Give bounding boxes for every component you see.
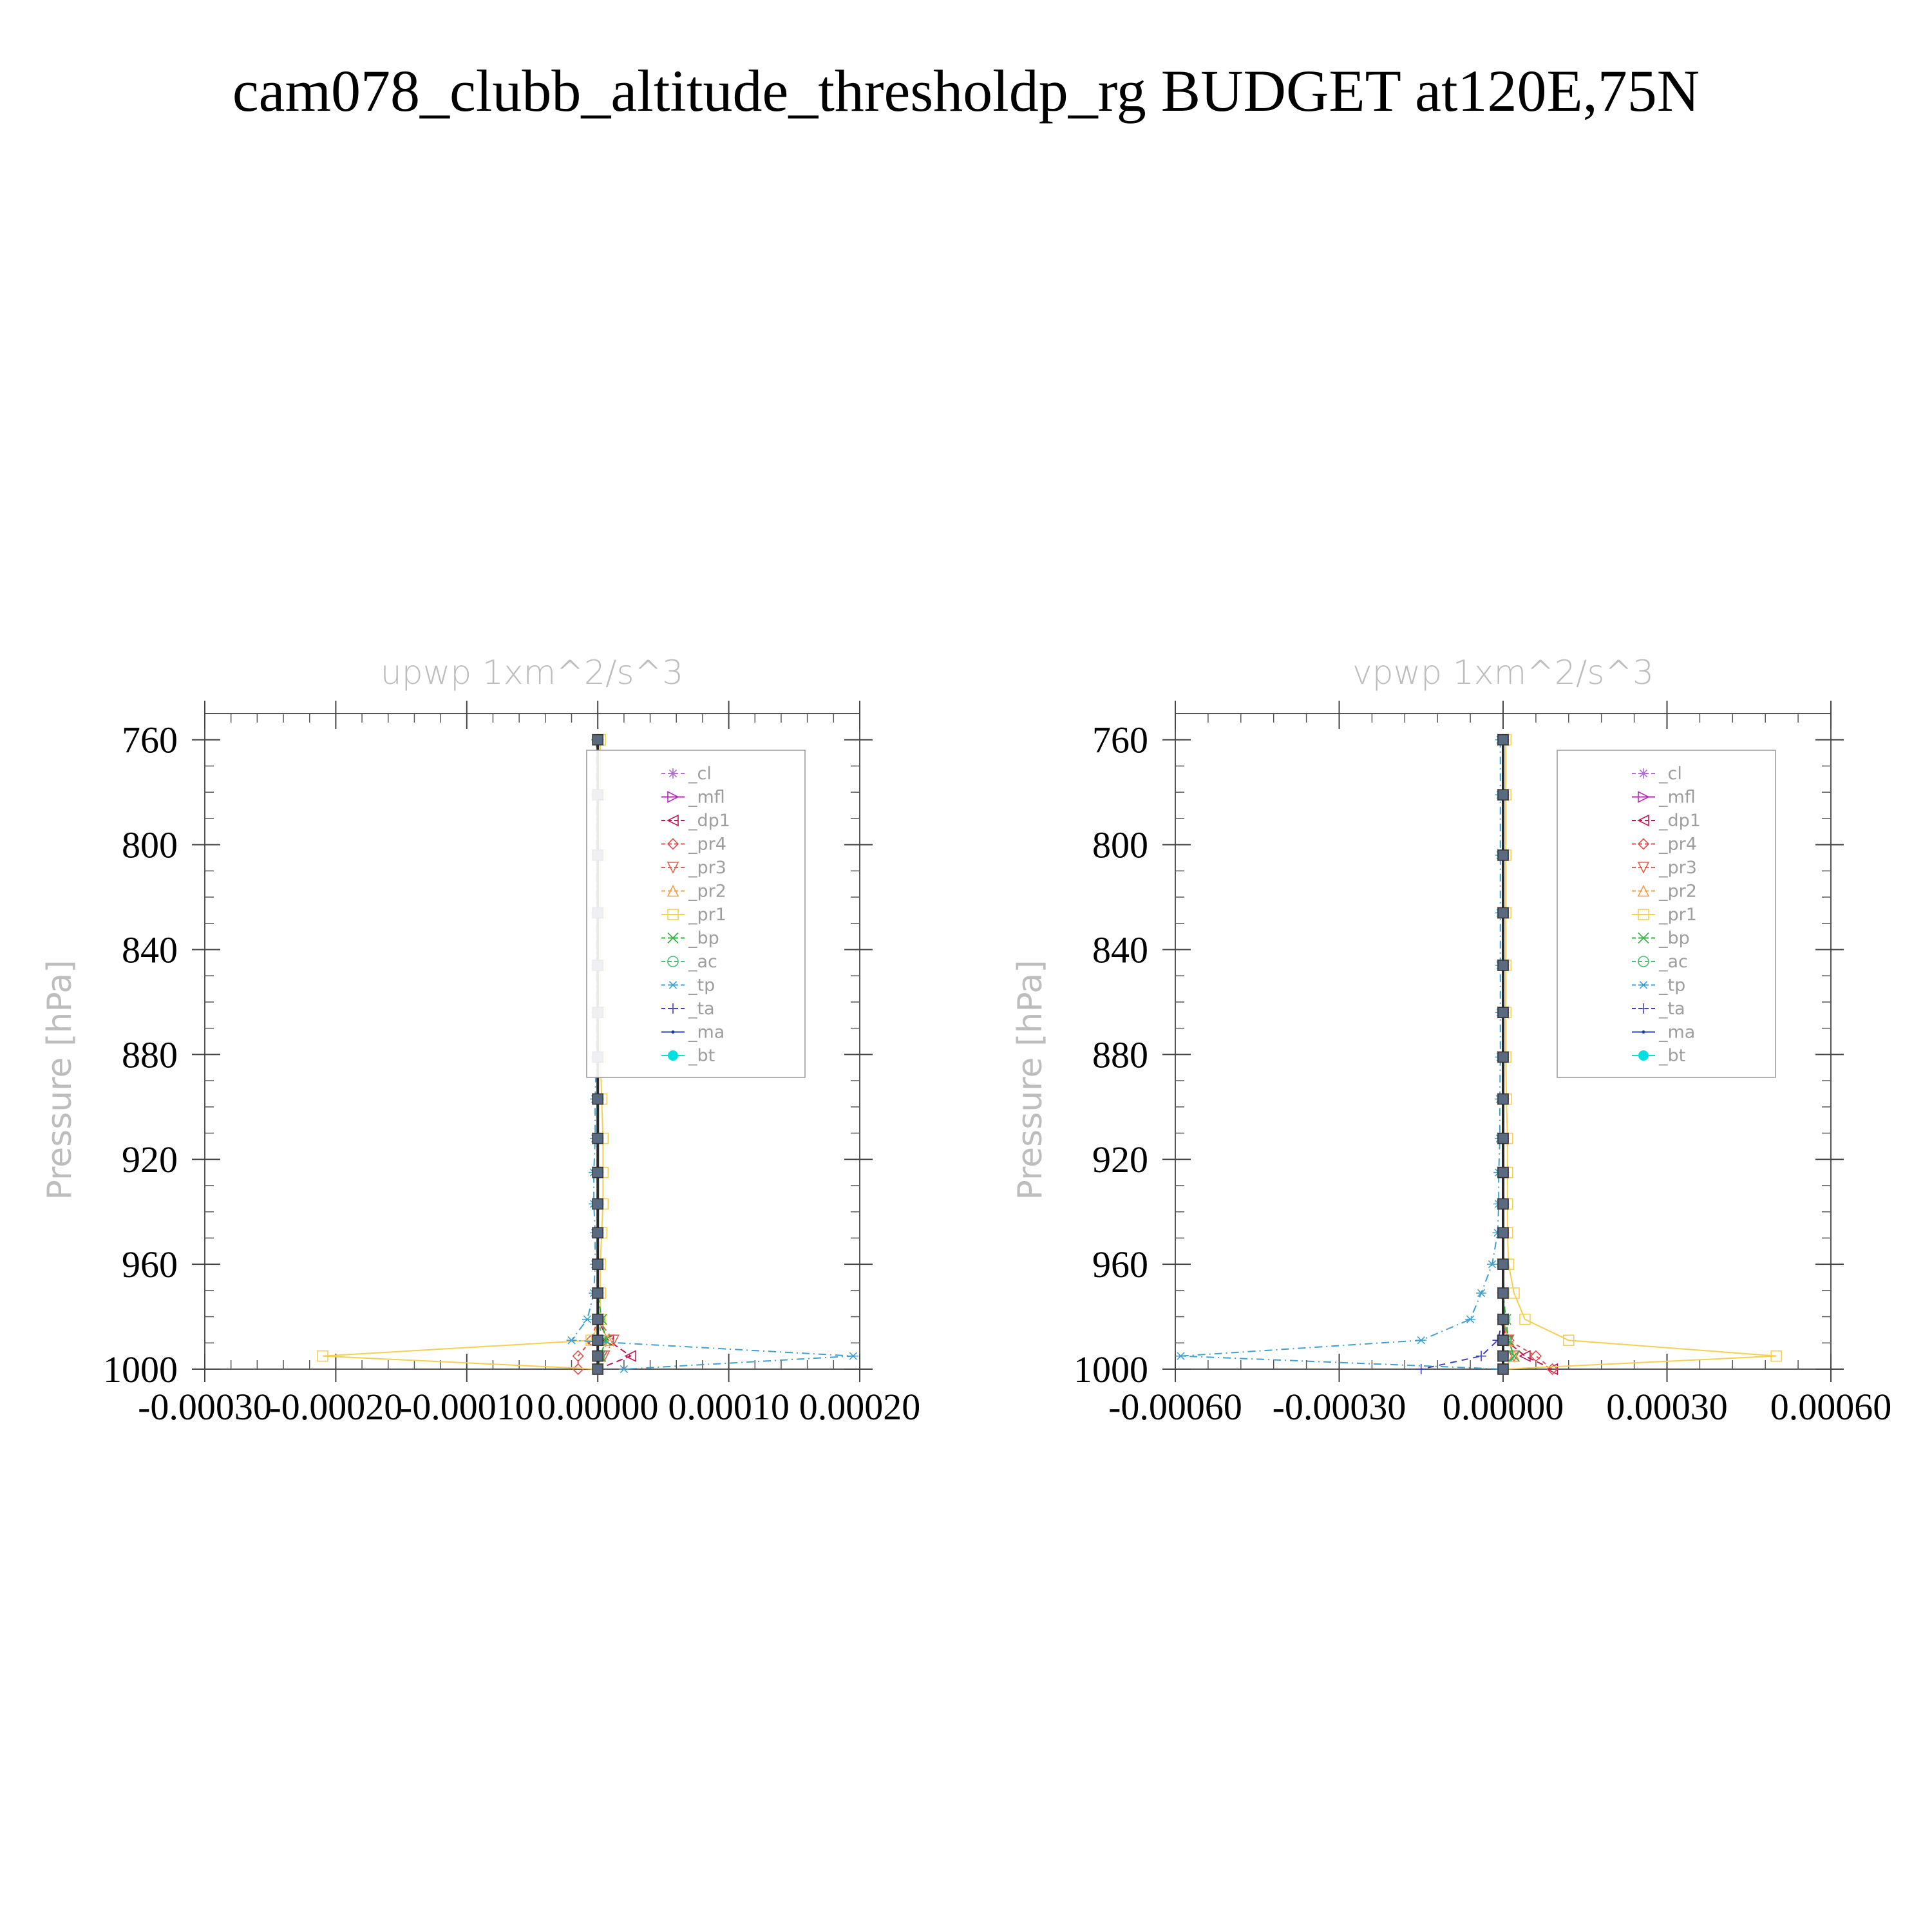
overlap-marker: [1498, 1335, 1508, 1345]
y-tick-label: 800: [122, 824, 178, 866]
y-tick-label: 840: [1092, 929, 1148, 971]
legend-label: _ta: [688, 999, 715, 1019]
legend-label: _mfl: [688, 787, 725, 808]
x-tick-label: -0.00030: [138, 1386, 272, 1428]
series-marker-tp: [582, 1316, 592, 1323]
x-tick-label: 0.00010: [668, 1386, 790, 1428]
legend-label: _tp: [688, 975, 715, 996]
overlap-marker: [1498, 1364, 1508, 1374]
series-line-tp: [1180, 740, 1503, 1369]
x-tick-label: -0.00060: [1108, 1386, 1242, 1428]
overlap-marker: [592, 1335, 603, 1345]
overlap-marker: [1498, 1259, 1508, 1269]
legend-label: _bt: [688, 1046, 715, 1066]
y-tick-label: 800: [1092, 824, 1148, 866]
legend-label: _cl: [1659, 764, 1682, 784]
x-tick-label: -0.00030: [1272, 1386, 1406, 1428]
overlap-marker: [1498, 735, 1508, 745]
y-tick-label: 880: [1092, 1034, 1148, 1076]
y-axis-label: Pressure [hPa]: [1011, 960, 1050, 1200]
legend-label: _bt: [1659, 1046, 1686, 1066]
legend-marker-bt: [1638, 1050, 1649, 1061]
x-tick-label: -0.00020: [269, 1386, 403, 1428]
overlap-marker: [592, 1168, 603, 1178]
legend-label: _pr4: [1659, 834, 1697, 855]
panel-vpwp: [1011, 654, 1891, 1428]
overlap-marker: [1498, 1133, 1508, 1144]
legend-label: _pr1: [688, 905, 726, 925]
legend-label: _pr3: [688, 858, 726, 878]
series-line-pr1: [323, 740, 603, 1369]
x-tick-label: 0.00030: [1606, 1386, 1728, 1428]
y-tick-label: 920: [1092, 1139, 1148, 1181]
x-tick-label: 0.00000: [1442, 1386, 1564, 1428]
y-tick-label: 1000: [103, 1349, 178, 1390]
overlap-marker: [1498, 1052, 1508, 1062]
series-marker-tp: [1476, 1289, 1486, 1296]
series-marker-tp: [1416, 1337, 1426, 1344]
legend-marker-cl: [1638, 768, 1649, 779]
series-marker-tp: [567, 1337, 577, 1344]
overlap-marker: [592, 1364, 603, 1374]
overlap-marker: [1498, 790, 1508, 800]
legend-label: _tp: [1659, 975, 1686, 996]
overlap-marker: [1498, 1314, 1508, 1325]
legend-label: _pr4: [688, 834, 726, 855]
overlap-marker: [592, 1198, 603, 1209]
series-marker-tp: [1465, 1316, 1475, 1323]
x-tick-label: 0.00000: [536, 1386, 659, 1428]
x-tick-label: 0.00060: [1770, 1386, 1892, 1428]
overlap-marker: [592, 1351, 603, 1361]
legend: [1557, 750, 1776, 1077]
overlap-marker: [592, 1094, 603, 1104]
legend-label: _ma: [688, 1022, 725, 1043]
series-marker-tp: [1175, 1352, 1186, 1359]
overlap-marker: [1498, 1007, 1508, 1018]
overlap-marker: [1498, 1227, 1508, 1238]
panel-title: upwp 1xm^2/s^3: [380, 654, 684, 692]
legend-label: _ac: [1659, 952, 1688, 972]
y-axis-label: Pressure [hPa]: [41, 960, 79, 1200]
legend-marker-bt: [668, 1050, 678, 1061]
overlap-marker: [592, 735, 603, 745]
overlap-marker: [1498, 850, 1508, 860]
overlap-marker: [1498, 1094, 1508, 1104]
legend-label: _pr2: [688, 881, 726, 902]
overlap-marker: [592, 1314, 603, 1325]
overlap-marker: [1498, 907, 1508, 918]
overlap-marker: [592, 1288, 603, 1298]
overlap-marker: [592, 1133, 603, 1144]
y-tick-label: 960: [1092, 1244, 1148, 1286]
overlap-marker: [592, 1259, 603, 1269]
overlap-marker: [1498, 1198, 1508, 1209]
overlap-marker: [592, 1227, 603, 1238]
legend-label: _pr3: [1659, 858, 1697, 878]
legend-label: _bp: [1659, 928, 1690, 949]
x-tick-label: 0.00020: [799, 1386, 921, 1428]
series-marker-tp: [848, 1352, 858, 1359]
legend-label: _ta: [1659, 999, 1685, 1019]
panel-upwp: [41, 654, 920, 1428]
legend-marker-ma: [1642, 1030, 1645, 1034]
overlap-marker: [1498, 1288, 1508, 1298]
legend-label: _pr2: [1659, 881, 1697, 902]
legend-marker-cl: [668, 768, 678, 779]
x-tick-label: -0.00010: [399, 1386, 534, 1428]
legend-label: _pr1: [1659, 905, 1697, 925]
legend: [587, 750, 805, 1077]
page-title: cam078_clubb_altitude_thresholdp_rg BUDGET at120E,75N: [232, 58, 1700, 124]
legend-label: _ac: [688, 952, 717, 972]
legend-marker-ma: [672, 1030, 675, 1034]
y-tick-label: 960: [122, 1244, 178, 1286]
y-tick-label: 880: [122, 1034, 178, 1076]
legend-label: _dp1: [1659, 811, 1701, 831]
panel-title: vpwp 1xm^2/s^3: [1352, 654, 1654, 692]
series-line-ta: [1421, 740, 1503, 1369]
y-tick-label: 1000: [1074, 1349, 1148, 1390]
y-tick-label: 840: [122, 929, 178, 971]
legend-label: _cl: [688, 764, 712, 784]
legend-label: _ma: [1659, 1022, 1696, 1043]
overlap-marker: [1498, 1168, 1508, 1178]
y-tick-label: 920: [122, 1139, 178, 1181]
legend-label: _dp1: [688, 811, 730, 831]
legend-label: _bp: [688, 928, 719, 949]
y-tick-label: 760: [1092, 719, 1148, 761]
y-tick-label: 760: [122, 719, 178, 761]
overlap-marker: [1498, 960, 1508, 971]
overlap-marker: [1498, 1351, 1508, 1361]
legend-label: _mfl: [1659, 787, 1696, 808]
